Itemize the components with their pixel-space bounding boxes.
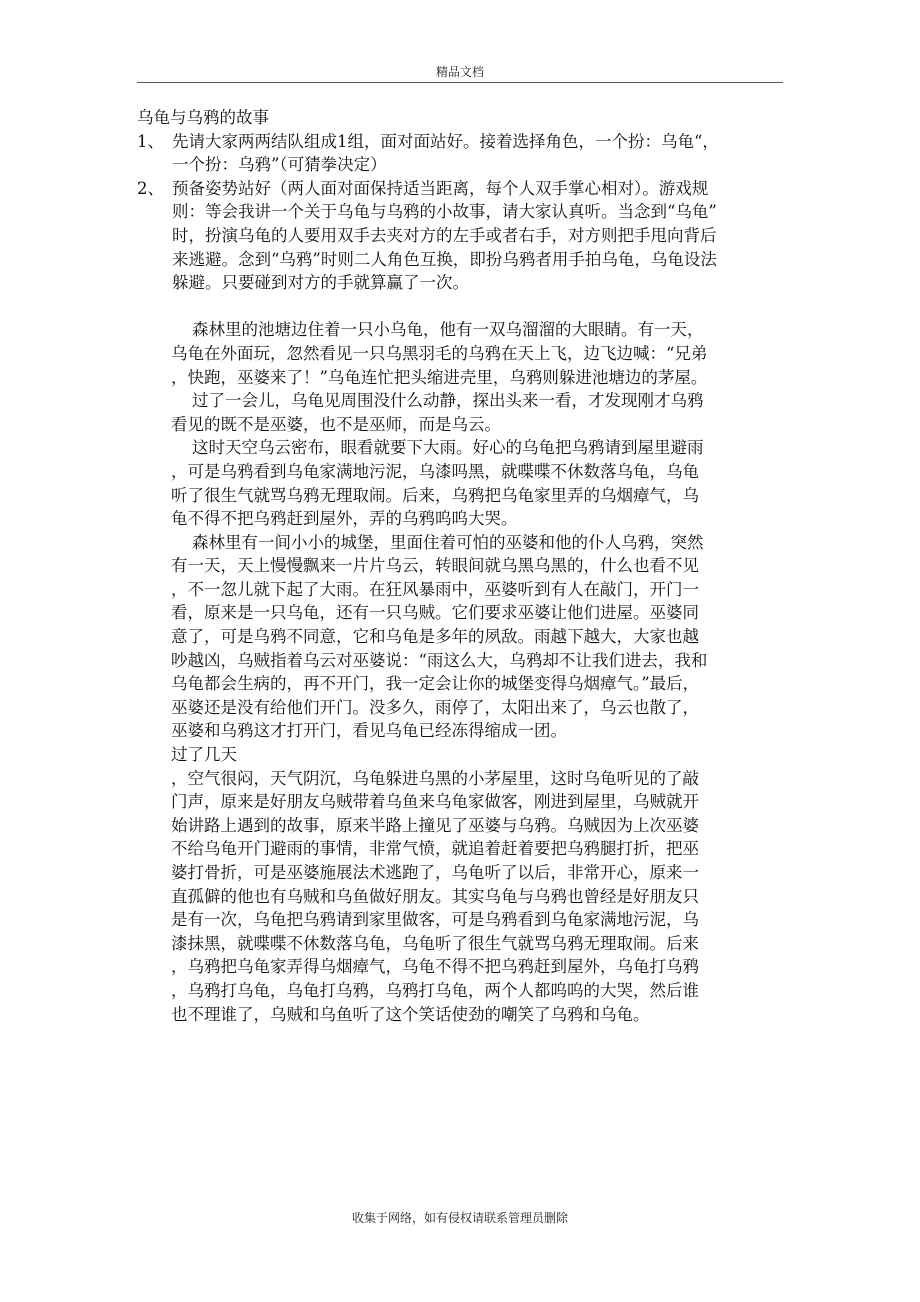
header-text: 精品文档 bbox=[435, 65, 484, 79]
story-line: 看，原来是一只乌龟，还有一只乌贼。它们要求巫婆让他们进屋。巫婆同 bbox=[171, 603, 699, 623]
story-text bbox=[171, 318, 787, 1026]
story-line: ，乌鸦把乌龟家弄得乌烟瘴气，乌龟不得不把乌鸦赶到屋外，乌龟打乌鸦 bbox=[171, 957, 699, 977]
story-line: 不给乌龟开门避雨的事情，非常气愤，就追着赶着要把乌鸦腿打折，把巫 bbox=[171, 839, 699, 859]
text-line: 预备姿势站好（两人面对面保持适当距离，每个人双手掌心相对）。游戏规 bbox=[172, 178, 709, 198]
rule-text bbox=[172, 130, 787, 177]
story-line: 是有一次，乌龟把乌鸦请到家里做客，可是乌鸦看到乌龟家满地污泥，乌 bbox=[171, 910, 699, 930]
story-line: 这时天空乌云密布，眼看就要下大雨。好心的乌龟把乌鸦请到屋里避雨 bbox=[171, 438, 704, 458]
story-line: 巫婆和乌鸦这才打开门，看见乌龟已经冻得缩成一团。 bbox=[171, 721, 567, 741]
rule-number: 2、 bbox=[137, 178, 164, 198]
document-body bbox=[137, 106, 787, 1026]
story-line: 乌龟在外面玩，忽然看见一只乌黑羽毛的乌鸦在天上飞，边飞边喊：“兄弟 bbox=[171, 343, 708, 363]
document-title: 乌龟与乌鸦的故事 bbox=[137, 108, 269, 127]
story-line: 过了几天 bbox=[171, 745, 237, 765]
story-line: 森林里有一间小小的城堡，里面住着可怕的巫婆和他的仆人乌鸦，突然 bbox=[171, 532, 704, 552]
story-line: 有一天，天上慢慢飘来一片片乌云，转眼间就乌黑乌黑的，什么也看不见 bbox=[171, 556, 699, 576]
story-line: ，可是乌鸦看到乌龟家满地污泥，乌漆吗黑，就喋喋不休数落乌龟，乌龟 bbox=[171, 461, 699, 481]
story-line: 巫婆还是没有给他们开门。没多久，雨停了，太阳出来了，乌云也散了， bbox=[171, 697, 699, 717]
footer-text: 收集于网络，如有侵权请联系管理员删除 bbox=[351, 1211, 568, 1225]
story-line: 门声，原来是好朋友乌贼带着乌鱼来乌龟家做客，刚进到屋里，乌贼就开 bbox=[171, 792, 699, 812]
story-line: 意了，可是乌鸦不同意，它和乌龟是多年的夙敌。雨越下越大，大家也越 bbox=[171, 627, 699, 647]
story-line: 吵越凶，乌贼指着乌云对巫婆说：“雨这么大，乌鸦却不让我们进去，我和 bbox=[171, 650, 708, 670]
story-line: ，快跑，巫婆来了！”乌龟连忙把头缩进壳里，乌鸦则躲进池塘边的茅屋。 bbox=[171, 367, 708, 387]
story-line: 漆抹黑，就喋喋不休数落乌龟，乌龟听了很生气就骂乌鸦无理取闹。后来 bbox=[171, 933, 699, 953]
page-footer bbox=[0, 1209, 920, 1226]
text-line: 来逃避。念到“乌鸦”时则二人角色互换，即扮乌鸦者用手拍乌龟，乌龟设法 bbox=[172, 249, 717, 269]
story-line: 看见的既不是巫婆，也不是巫师，而是乌云。 bbox=[171, 414, 501, 434]
story-line: 乌龟都会生病的，再不开门，我一定会让你的城堡变得乌烟瘴气。”最后， bbox=[171, 674, 700, 694]
text-line: 则：等会我讲一个关于乌龟与乌鸦的小故事，请大家认真听。当念到“乌龟” bbox=[172, 202, 717, 222]
text-line: 一个扮：乌鸦”（可猜拳决定） bbox=[172, 155, 387, 175]
story-line: ，空气很闷，天气阴沉，乌龟躲进乌黑的小茅屋里，这时乌龟听见的了敲 bbox=[171, 768, 699, 788]
rule-item bbox=[137, 177, 787, 295]
text-line: 躲避。只要碰到对方的手就算赢了一次。 bbox=[172, 273, 469, 293]
text-line: 时，扮演乌龟的人要用双手去夹对方的左手或者右手，对方则把手甩向背后 bbox=[172, 225, 717, 245]
page-header bbox=[137, 62, 783, 83]
story-line: ，不一忽儿就下起了大雨。在狂风暴雨中，巫婆听到有人在敲门，开门一 bbox=[171, 579, 699, 599]
story-line: 龟不得不把乌鸦赶到屋外，弄的乌鸦呜呜大哭。 bbox=[171, 509, 518, 529]
story-line: 听了很生气就骂乌鸦无理取闹。后来，乌鸦把乌龟家里弄的乌烟瘴气，乌 bbox=[171, 485, 699, 505]
story-line: 也不理谁了，乌贼和乌鱼听了这个笑话使劲的嘲笑了乌鸦和乌龟。 bbox=[171, 1004, 650, 1024]
story-line: 过了一会儿，乌龟见周围没什么动静，探出头来一看，才发现刚才乌鸦 bbox=[171, 391, 704, 411]
story-line: ，乌鸦打乌龟，乌龟打乌鸦，乌鸦打乌龟，两个人都呜呜的大哭，然后谁 bbox=[171, 980, 699, 1000]
text-line: 先请大家两两结队组成1组，面对面站好。接着选择角色，一个扮：乌龟“， bbox=[172, 131, 719, 151]
blank-line bbox=[137, 295, 787, 319]
rule-number: 1、 bbox=[137, 131, 164, 151]
rule-item bbox=[137, 130, 787, 177]
story-line: 始讲路上遇到的故事，原来半路上撞见了巫婆与乌鸦。乌贼因为上次巫婆 bbox=[171, 815, 699, 835]
story-line: 婆打骨折，可是巫婆施展法术逃跑了，乌龟听了以后，非常开心，原来一 bbox=[171, 863, 699, 882]
rule-text bbox=[172, 177, 787, 295]
story-line: 直孤僻的他也有乌贼和乌鱼做好朋友。其实乌龟与乌鸦也曾经是好朋友只 bbox=[171, 886, 699, 906]
story-line: 森林里的池塘边住着一只小乌龟，他有一双乌溜溜的大眼睛。有一天， bbox=[171, 320, 704, 340]
